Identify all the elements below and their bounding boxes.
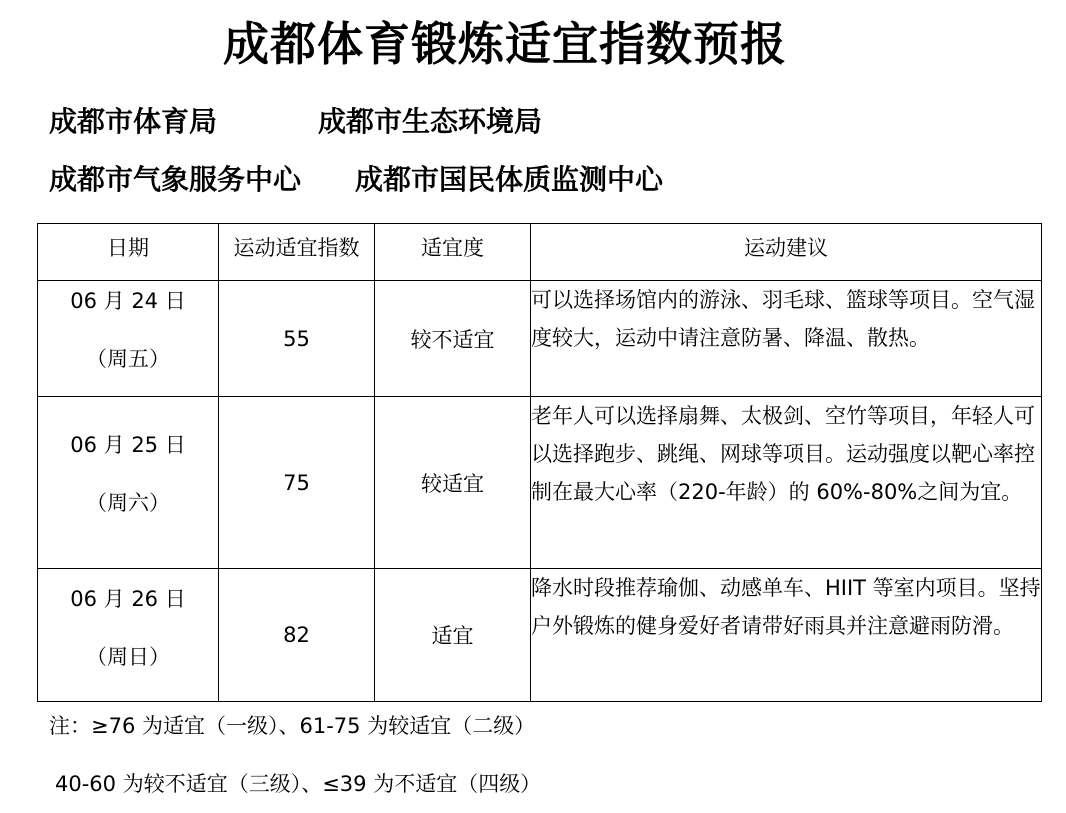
weekday-text: （周日） <box>86 645 170 669</box>
date-text: 06 月 26 日 <box>70 587 186 611</box>
org-fitness-monitoring-center: 成都市国民体质监测中心 <box>355 163 664 196</box>
org-sports-bureau: 成都市体育局 <box>49 105 218 138</box>
advice-cell: 老年人可以选择扇舞、太极剑、空竹等项目，年轻人可以选择跑步、跳绳、网球等项目。运动强度以靶心率控制在最大心率（220-年龄）的 60%-80%之间为宜。 <box>531 397 1042 569</box>
header-date: 日期 <box>38 224 219 281</box>
table-header-row <box>38 224 1042 281</box>
index-cell: 55 <box>219 281 375 397</box>
date-text: 06 月 25 日 <box>70 433 186 457</box>
weekday-text: （周六） <box>86 491 170 515</box>
level-cell: 适宜 <box>375 569 531 702</box>
date-cell <box>38 281 219 397</box>
org-ecology-bureau: 成都市生态环境局 <box>318 105 543 138</box>
index-cell: 82 <box>219 569 375 702</box>
table-row <box>38 569 1042 702</box>
date-cell <box>38 569 219 702</box>
date-text: 06 月 24 日 <box>70 289 186 313</box>
header-level: 适宜度 <box>375 224 531 281</box>
advice-cell: 可以选择场馆内的游泳、羽毛球、篮球等项目。空气湿度较大，运动中请注意防暑、降温、散热。 <box>531 281 1042 397</box>
level-cell: 较适宜 <box>375 397 531 569</box>
header-advice: 运动建议 <box>531 224 1042 281</box>
page-title: 成都体育锻炼适宜指数预报 <box>223 17 787 71</box>
note-line-1: 注：≥76 为适宜（一级）、61-75 为较适宜（二级） <box>49 714 536 738</box>
note-line-2: 40-60 为较不适宜（三级）、≤39 为不适宜（四级） <box>55 772 542 796</box>
forecast-table <box>37 223 1042 702</box>
index-cell: 75 <box>219 397 375 569</box>
table-row <box>38 281 1042 397</box>
weekday-text: （周五） <box>86 347 170 371</box>
org-meteorology-center: 成都市气象服务中心 <box>49 163 302 196</box>
date-cell <box>38 397 219 569</box>
table-row <box>38 397 1042 569</box>
level-cell: 较不适宜 <box>375 281 531 397</box>
header-index: 运动适宜指数 <box>219 224 375 281</box>
advice-cell: 降水时段推荐瑜伽、动感单车、HIIT 等室内项目。坚持户外锻炼的健身爱好者请带好雨具并注意避雨防滑。 <box>531 569 1042 702</box>
